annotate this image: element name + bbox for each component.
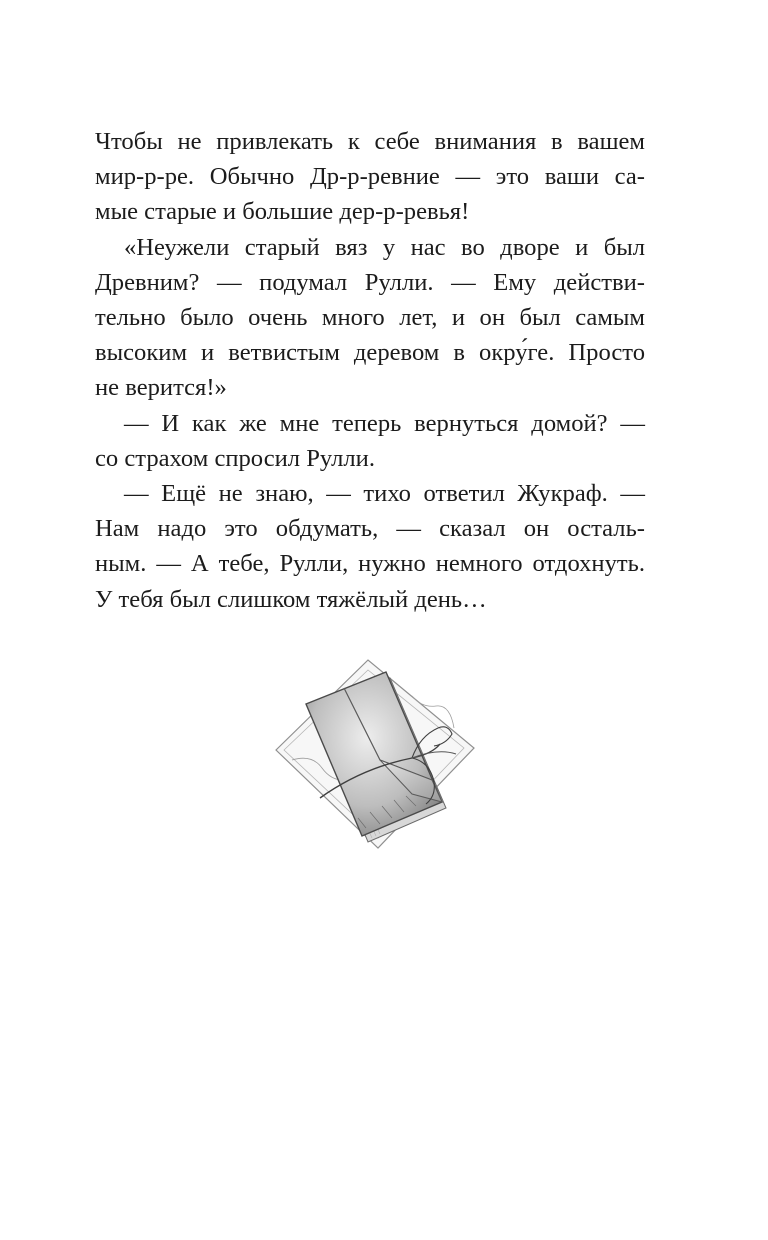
- text-line: мые старые и большие дер-р-ревья!: [95, 198, 470, 226]
- text-line: «Неужели старый вяз у нас во дворе и был: [124, 233, 645, 261]
- body-text: [95, 124, 645, 617]
- text-line: Древним? — подумал Рулли. — Ему действи-: [95, 268, 645, 296]
- text-line: тельно было очень много лет, и он был самым: [95, 304, 645, 332]
- text-line: ным. — А тебе, Рулли, нужно немного отдохнуть.: [95, 550, 645, 578]
- text-line: не верится!»: [95, 374, 227, 402]
- text-line: — Ещё не знаю, — тихо ответил Жукраф. —: [124, 480, 645, 508]
- text-line: Нам надо это обдумать, — сказал он осталь-: [95, 515, 645, 543]
- text-line: мир-р-ре. Обычно Др-р-ревние — это ваши са-: [95, 163, 645, 191]
- text-line: У тебя был слишком тяжёлый день…: [95, 585, 487, 613]
- text-line: — И как же мне теперь вернуться домой? —: [124, 409, 645, 437]
- text-line: со страхом спросил Рулли.: [95, 444, 375, 472]
- text-line: Чтобы не привлекать к себе внимания в вашем: [95, 128, 645, 155]
- text-line: высоким и ветвистым деревом в окру́ге. Просто: [95, 339, 645, 367]
- book-illustration: [262, 648, 488, 864]
